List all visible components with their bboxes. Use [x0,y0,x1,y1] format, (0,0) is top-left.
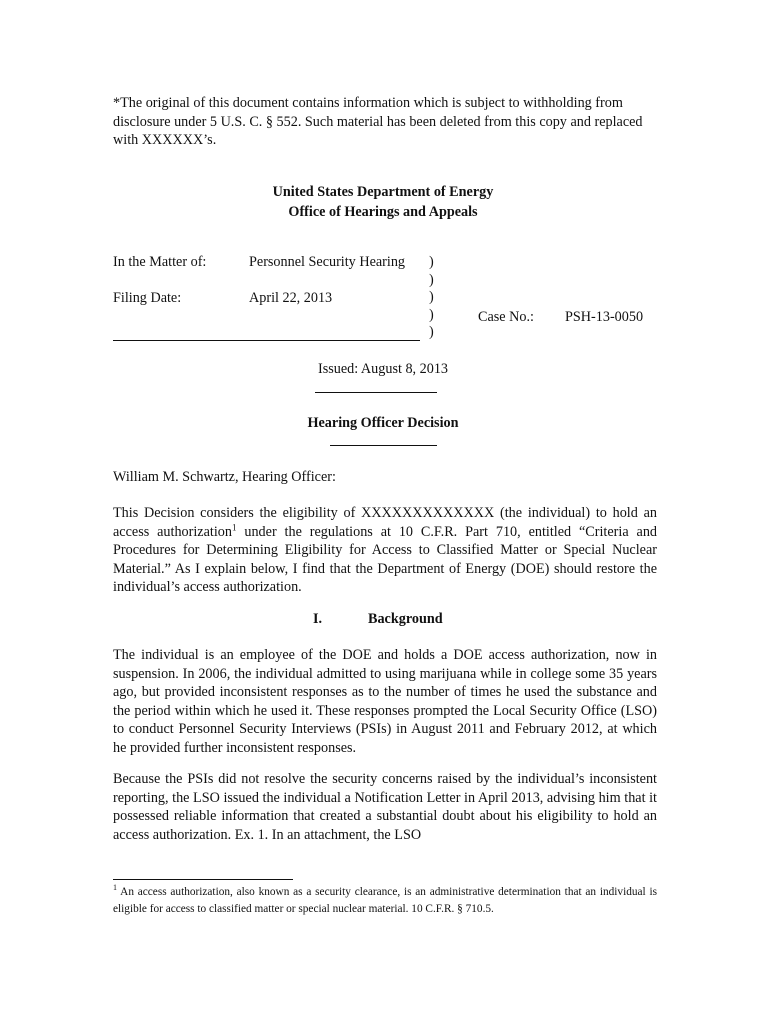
caption-parentheses [429,254,434,342]
section-number: I. [313,611,323,627]
caption-paren: ) [429,289,434,305]
caption-underline [113,340,420,341]
agency-header [113,182,653,222]
caption-paren: ) [429,254,434,270]
caption-paren: ) [429,271,434,288]
issued-underline [315,392,437,393]
caption-paren: ) [429,306,434,323]
office-name: Office of Hearings and Appeals [288,204,478,220]
footnote-separator [113,879,293,880]
intro-text-continued: under the regulations at 10 C.F.R. Part 710, entitled “Criteria and Procedures for Determining Eligibility for Access to Classified Matter or Special Nuclear Material.” As I explain below, I find that the Department of Energy (DOE) should restore the individual’s access authorization. [113,523,658,595]
background-paragraph-1: The individual is an employee of the DOE and holds a DOE access authorization, now in suspension. In 2006, the individual admitted to using marijuana while in college some 35 years ago, but provided inconsistent responses as to the number of times he used the substance and the period within which he used it. These responses prompted the Local Security Office (LSO) to conduct Personnel Security Interviews (PSIs) in August 2011 and February 2012, at which he provided further inconsistent responses. [113,647,657,756]
intro-text: This Decision considers the eligibility of XXXXXXXXXXXXX (the individual) to hold an access authorization [113,505,657,540]
filing-date-label: Filing Date: [113,290,182,306]
matter-label: In the Matter of: [113,254,207,270]
case-number-label: Case No.: [478,309,534,325]
title-underline [330,445,437,446]
filing-date-value: April 22, 2013 [249,290,333,306]
background-paragraph-2: Because the PSIs did not resolve the security concerns raised by the individual’s inconsistent reporting, the LSO issued the individual a Notification Letter in April 2013, advising him that it possessed reliable information that created a substantial doubt about his eligibility to hold an access authorization. Ex. 1. In an attachment, the LSO [113,771,657,843]
case-number-value: PSH-13-0050 [565,309,644,325]
withholding-notice: *The original of this document contains information which is subject to withholding from disclosure under 5 U.S. C. § 552. Such material has been deleted from this copy and replaced with XXXXXX’s. [113,95,643,148]
section-title: Background [368,611,443,627]
footnote-reference: 1 [231,521,237,532]
intro-paragraph [113,504,657,597]
matter-value: Personnel Security Hearing [249,254,406,270]
issued-date: Issued: August 8, 2013 [317,361,449,377]
caption-paren: ) [429,324,434,340]
hearing-officer: William M. Schwartz, Hearing Officer: [113,469,336,485]
case-caption [113,254,673,346]
footnote-text: An access authorization, also known as a security clearance, is an administrative determination that an individual is eligible for access to classified matter or special nuclear material. 10 C.F.R. § 710.5. [113,886,657,915]
footnote-mark: 1 [113,883,117,893]
agency-name: United States Department of Energy [272,184,494,200]
decision-title: Hearing Officer Decision [307,415,459,431]
footnote [113,884,657,918]
